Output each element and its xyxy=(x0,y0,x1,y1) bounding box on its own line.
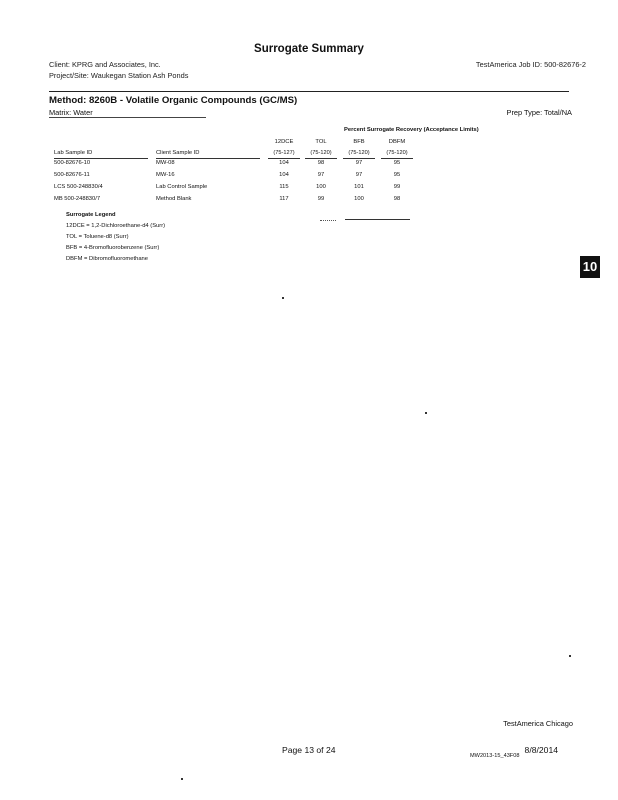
row-client-sample-id: Method Blank xyxy=(156,196,192,202)
method-heading: Method: 8260B - Volatile Organic Compounds (GC/MS) xyxy=(49,95,298,106)
limits-bfb: (75-120) xyxy=(348,150,370,156)
row-lab-sample-id: MB 500-248830/7 xyxy=(54,196,101,202)
legend-item: BFB = 4-Bromofluorobenzene (Surr) xyxy=(66,245,160,251)
scan-speck xyxy=(181,778,183,780)
legend-title: Surrogate Legend xyxy=(66,212,116,218)
tol-header-rule xyxy=(305,158,337,159)
legend-item: TOL = Toluene-d8 (Surr) xyxy=(66,234,129,240)
project-site: Project/Site: Waukegan Station Ash Ponds xyxy=(49,71,189,80)
row-value-bfb: 97 xyxy=(355,172,363,178)
legend-item: 12DCE = 1,2-Dichloroethane-d4 (Surr) xyxy=(66,223,166,229)
row-client-sample-id: MW-16 xyxy=(156,172,175,178)
blank-rule xyxy=(345,219,410,220)
column-lab-sample-id: Lab Sample ID xyxy=(54,150,93,156)
row-lab-sample-id: 500-82676-10 xyxy=(54,160,91,166)
page-title: Surrogate Summary xyxy=(254,43,364,55)
scan-speck xyxy=(282,297,284,299)
12dce-header-rule xyxy=(268,158,300,159)
row-value-12dce: 104 xyxy=(279,172,289,178)
column-client-sample-id: Client Sample ID xyxy=(156,150,200,156)
header-rule xyxy=(49,91,569,92)
row-value-dbfm: 98 xyxy=(393,196,401,202)
column-12dce: 12DCE xyxy=(274,139,294,145)
dbfm-header-rule xyxy=(381,158,413,159)
row-client-sample-id: MW-08 xyxy=(156,160,175,166)
section-tab-badge: 10 xyxy=(580,256,600,278)
limits-12dce: (75-127) xyxy=(273,150,295,156)
page-number: Page 13 of 24 xyxy=(282,745,336,755)
footer-date: 8/8/2014 xyxy=(524,745,558,755)
matrix-underline xyxy=(49,117,206,118)
legend-item: DBFM = Dibromofluoromethane xyxy=(66,256,148,262)
row-value-tol: 98 xyxy=(317,160,325,166)
row-lab-sample-id: LCS 500-248830/4 xyxy=(54,184,103,190)
row-value-dbfm: 95 xyxy=(393,172,401,178)
column-tol: TOL xyxy=(315,139,327,145)
column-dbfm: DBFM xyxy=(388,139,406,145)
lab-sample-header-rule xyxy=(54,158,148,159)
row-value-bfb: 101 xyxy=(354,184,364,190)
row-value-tol: 99 xyxy=(317,196,325,202)
blank-rule xyxy=(320,220,336,221)
limits-dbfm: (75-120) xyxy=(386,150,408,156)
client-name: Client: KPRG and Associates, Inc. xyxy=(49,60,161,69)
footer-company: TestAmerica Chicago xyxy=(503,719,573,728)
row-value-dbfm: 99 xyxy=(393,184,401,190)
row-value-12dce: 104 xyxy=(279,160,289,166)
scan-speck xyxy=(425,412,427,414)
row-value-12dce: 117 xyxy=(279,196,289,202)
matrix-label: Matrix: Water xyxy=(49,108,93,117)
row-value-bfb: 97 xyxy=(355,160,363,166)
row-lab-sample-id: 500-82676-11 xyxy=(54,172,90,178)
row-value-tol: 100 xyxy=(316,184,326,190)
client-sample-header-rule xyxy=(156,158,260,159)
footer-document-id: MW2013-15_43F08 xyxy=(470,753,520,759)
limits-tol: (75-120) xyxy=(310,150,332,156)
row-value-dbfm: 95 xyxy=(393,160,401,166)
row-client-sample-id: Lab Control Sample xyxy=(156,184,208,190)
percent-recovery-header: Percent Surrogate Recovery (Acceptance Limits) xyxy=(344,127,479,133)
scan-speck xyxy=(569,655,571,657)
row-value-12dce: 115 xyxy=(279,184,289,190)
column-bfb: BFB xyxy=(353,139,365,145)
row-value-tol: 97 xyxy=(317,172,325,178)
row-value-bfb: 100 xyxy=(354,196,364,202)
prep-type-label: Prep Type: Total/NA xyxy=(506,108,572,117)
job-id: TestAmerica Job ID: 500-82676-2 xyxy=(475,60,586,69)
bfb-header-rule xyxy=(343,158,375,159)
